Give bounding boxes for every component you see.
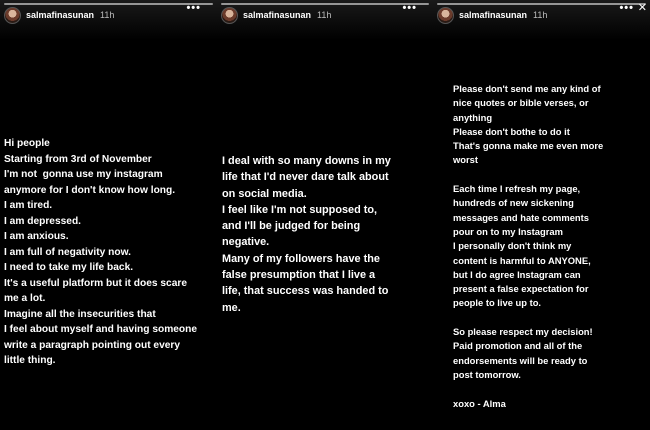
story-text-line: xoxo - Alma (453, 397, 506, 409)
story-text-line: I am anxious. (4, 231, 69, 242)
story-text-line: pour on to my Instagram (453, 225, 563, 237)
story-text-1 (4, 136, 197, 369)
story-text-line: It's a useful platform but it does scare (4, 277, 188, 289)
username[interactable]: salmafinasunan (243, 10, 312, 20)
story-text-line: I am depressed. (4, 215, 82, 227)
story-header (217, 3, 433, 27)
close-icon[interactable]: ✕ (637, 2, 647, 14)
story-header (0, 3, 217, 27)
story-text-line: and I'll be judged for being (222, 220, 361, 233)
story-text-line: Paid promotion and all of the (453, 340, 583, 352)
story-text-line: post tomorrow. (453, 368, 521, 380)
story-text-line: worst (453, 154, 479, 166)
story-text-line: I feel like I'm not supposed to, (222, 203, 378, 216)
username[interactable]: salmafinasunan (459, 10, 528, 20)
story-text-3 (453, 82, 603, 411)
story-text-line: messages and hate comments (453, 211, 589, 223)
story-text-line: That's gonna make me even more (453, 140, 604, 152)
story-text-line: I am tired. (4, 200, 53, 211)
story-text-line: life, that success was handed to (222, 285, 389, 298)
story-text-line: me. (222, 301, 241, 314)
story-text-line: Hi people (4, 138, 50, 149)
story-text-line (453, 382, 603, 396)
timestamp: 11h (533, 10, 548, 20)
story-text-line: life that I'd never dare talk about (222, 171, 389, 184)
more-icon[interactable]: ••• (619, 2, 634, 14)
story-text-line: negative. (222, 236, 270, 249)
story-text-line: Please don't bothe to do it (453, 125, 570, 137)
story-text-line (453, 168, 603, 182)
story-text-line: Many of my followers have the (222, 252, 380, 265)
story-text-line: endorsements will be ready to (453, 354, 588, 366)
story-text-line: I'm not gonna use my instagram (4, 169, 163, 180)
more-icon[interactable]: ••• (186, 2, 201, 14)
story-text-line: I feel about myself and having someone (4, 324, 198, 335)
story-text-line: Please don't send me any kind of (453, 83, 601, 94)
story-text-line: I need to take my life back. (4, 262, 134, 273)
story-text-line: anymore for I don't know how long. (4, 184, 176, 196)
avatar[interactable] (437, 7, 454, 24)
story-text-line: I deal with so many downs in my (222, 155, 391, 167)
timestamp: 11h (100, 10, 115, 20)
story-header (433, 3, 650, 27)
story-text-line: write a paragraph pointing out every (4, 339, 181, 351)
story-text-line: me a lot. (4, 293, 46, 304)
story-text-line: Starting from 3rd of November (4, 153, 152, 165)
story-text-line: hundreds of new sickening (453, 197, 574, 209)
username[interactable]: salmafinasunan (26, 10, 95, 20)
more-icon[interactable]: ••• (402, 2, 417, 14)
story-text-line: nice quotes or bible verses, or (453, 97, 589, 109)
story-text-line: So please respect my decision! (453, 326, 593, 338)
story-text-line: little thing. (4, 355, 56, 366)
story-text-line: anything (453, 111, 493, 123)
story-text-line (453, 311, 603, 325)
story-text-line: people to live up to. (453, 297, 542, 309)
story-text-2 (222, 153, 391, 316)
story-text-line: I am full of negativity now. (4, 246, 131, 258)
story-text-line: but I do agree Instagram can (453, 268, 581, 280)
story-text-line: I personally don't think my (453, 240, 572, 252)
story-text-line: Each time I refresh my page, (453, 183, 581, 195)
story-text-line: present a false expectation for (453, 283, 589, 295)
timestamp: 11h (317, 10, 332, 20)
avatar[interactable] (221, 7, 238, 24)
story-text-line: on social media. (222, 187, 307, 200)
story-text-line: false presumption that I live a (222, 269, 376, 282)
avatar[interactable] (4, 7, 21, 24)
story-text-line: Imagine all the insecurities that (4, 308, 156, 320)
story-text-line: content is harmful to ANYONE, (453, 254, 591, 266)
